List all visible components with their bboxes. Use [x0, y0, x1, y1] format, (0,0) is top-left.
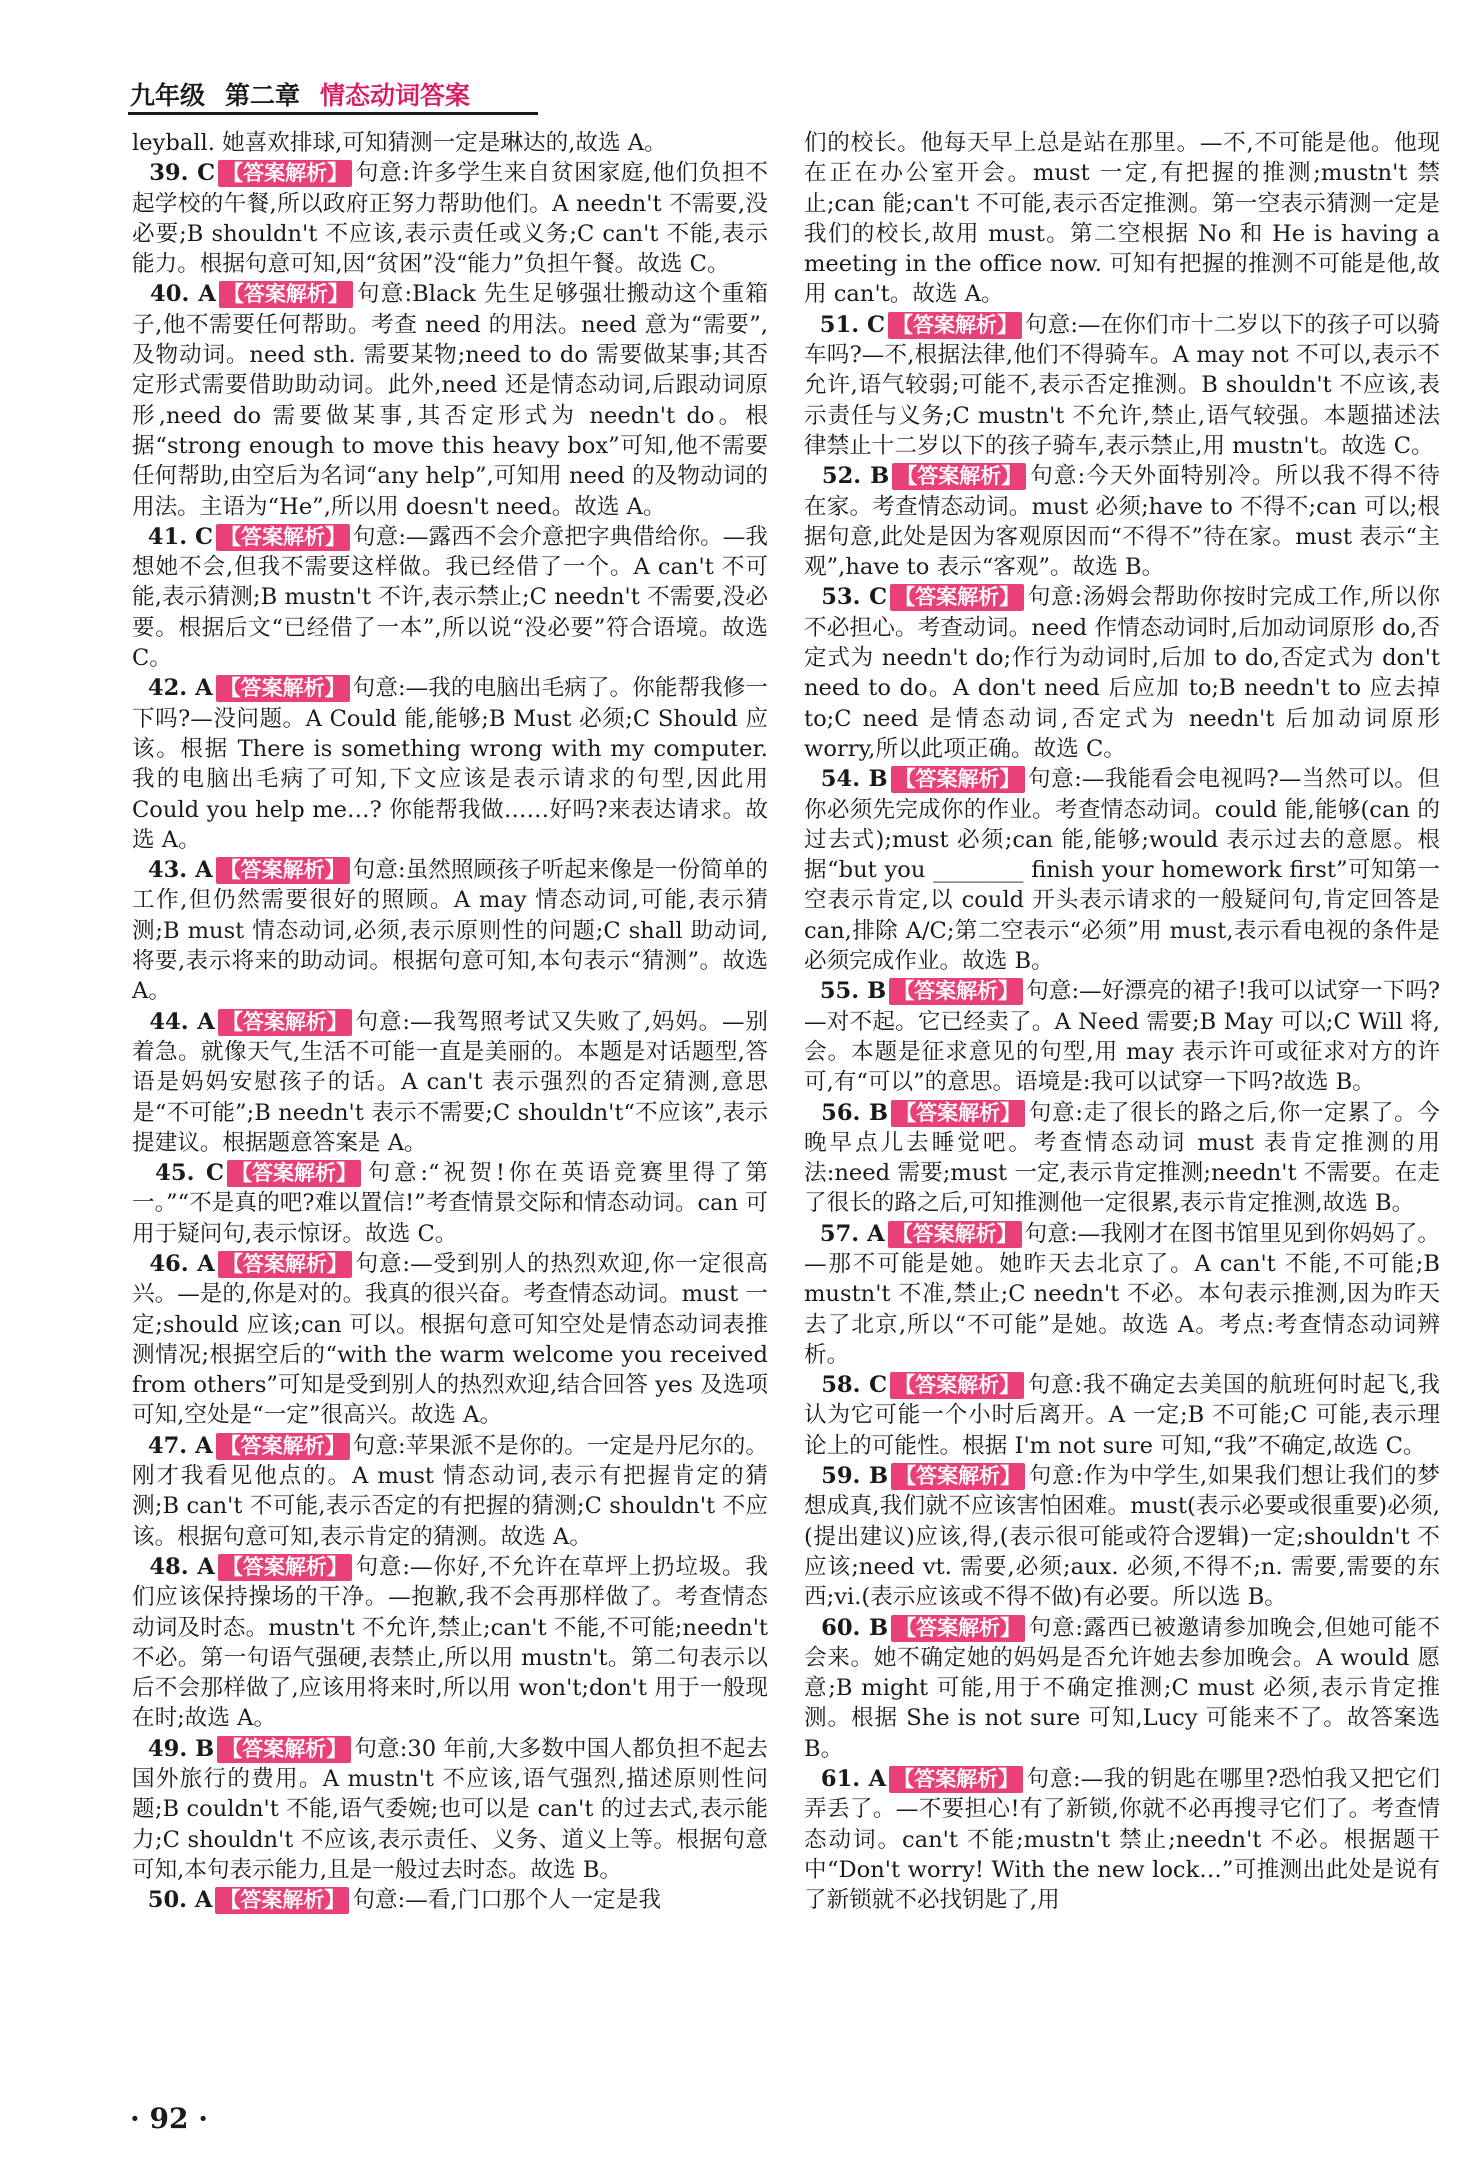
page-header: [130, 76, 730, 112]
answer-letter: B: [870, 463, 890, 490]
explanation-text: 句意:—在你们市十二岁以下的孩子可以骑车吗?—不,根据法律,他们不得骑车。A may not 不可以,表示不允许,语气较弱;可能不,表示否定推测。B shouldn't 不应该,表示责任与义务;C mustn't 不允许,禁止,语气较强。本题描述法律禁止十二岁以下的孩子骑车,表示禁止,用 mustn't。故选 C。: [804, 311, 1440, 459]
answer-entry: [132, 279, 768, 521]
answer-analysis-tag: 【答案解析】: [215, 1887, 349, 1914]
answer-letter: C: [867, 311, 886, 338]
question-number: 45.: [132, 1160, 207, 1187]
answer-entry: [132, 673, 768, 855]
answer-entry: [132, 1158, 768, 1249]
answer-analysis-tag: 【答案解析】: [892, 463, 1026, 490]
explanation-text: 句意:—受到别人的热烈欢迎,你一定很高兴。—是的,你是对的。我真的很兴奋。考查情态动词。must 一定;should 应该;can 可以。根据句意可知空处是情态动词表推测情况;根据空后的“with the warm welcome you received from others”可知是受到别人的热烈欢迎,结合回答 yes 及选项可知,空处是“一定”很高兴。故选 A。: [132, 1250, 769, 1429]
explanation-text: 句意:“祝贺!你在英语竞赛里得了第一。”“不是真的吧?难以置信!”考查情景交际和情态动词。can 可用于疑问句,表示惊讶。故选 C。: [132, 1160, 768, 1247]
answer-entry: [132, 522, 768, 673]
answer-letter: C: [869, 1372, 888, 1399]
question-number: 44.: [132, 1008, 198, 1035]
explanation-text: 句意:—我能看会电视吗?—当然可以。但你必须先完成你的作业。考查情态动词。could 能,能够(can 的过去式);must 必须;can 能,能够;would 表示过去的意愿。根据“but you ________ finish your homework first”可知第一空表示肯定,以 could 开头表示请求的一般疑问句,肯定回答是 can,排除 A/C;第二空表示“必须”用 must,表示看电视的条件是必须完成作业。故选 B。: [804, 766, 1440, 975]
question-number: 50.: [132, 1887, 195, 1914]
answer-entry: [132, 1249, 768, 1431]
answer-letter: C: [197, 160, 216, 187]
answer-letter: A: [197, 1008, 215, 1035]
header-divider: [128, 112, 538, 115]
answer-letter: A: [198, 281, 216, 308]
answer-entry: [804, 1219, 1440, 1370]
explanation-text: 句意:我不确定去美国的航班何时起飞,我认为它可能一个小时后离开。A 一定;B 不可能;C 可能,表示理论上的可能性。根据 I'm not sure 可知,“我”不确定,故选 C。: [804, 1372, 1441, 1459]
answer-entry: [804, 128, 1440, 310]
explanation-text: 句意:—好漂亮的裙子!我可以试穿一下吗?—对不起。它已经卖了。A Need 需要;B May 可以;C Will 将,会。本题是征求意见的句型,用 may 表示许可或征求对方的许可,有“可以”的意思。语境是:我可以试穿一下吗?故选 B。: [804, 978, 1441, 1096]
question-number: 41.: [132, 523, 196, 550]
answer-analysis-tag: 【答案解析】: [888, 312, 1022, 339]
answer-analysis-tag: 【答案解析】: [889, 978, 1023, 1005]
question-number: 61.: [804, 1766, 869, 1793]
answer-analysis-tag: 【答案解析】: [890, 1372, 1024, 1399]
answer-entry: [804, 1370, 1440, 1461]
explanation-text: 句意:—你好,不允许在草坪上扔垃圾。我们应该保持操场的干净。—抱歉,我不会再那样做了。考查情态动词及时态。mustn't 不允许,禁止;can't 不能,不可能;needn't 不必。第一句语气强硬,表禁止,所以用 mustn't。第二句表示以后不会那样做了,应该用将来时,所以用 won't;don't 用于一般现在时;故选 A。: [132, 1553, 769, 1732]
explanation-text: 句意:Black 先生足够强壮搬动这个重箱子,他不需要任何帮助。考查 need 的用法。need 意为“需要”,及物动词。need sth. 需要某物;need to do 需要做某事;其否定形式需要借助助动词。此外,need 还是情态动词,后跟动词原形,need do 需要做某事,其否定形式为 needn't do。根据“strong enough to move this heavy box”可知,他不需要任何帮助,由空后为名词“any help”,可知用 need 的及物动词的用法。主语为“He”,所以用 doesn't need。故选 A。: [132, 281, 768, 520]
question-number: 49.: [132, 1735, 196, 1762]
answer-letter: B: [868, 766, 888, 793]
explanation-text: 句意:—我刚才在图书馆里见到你妈妈了。—那不可能是她。她昨天去北京了。A can't 不能,不可能;B mustn't 不准,禁止;C needn't 不必。本句表示推测,因为昨天去了北京,所以“不可能”是她。故选 A。考点:考查情态动词辨析。: [804, 1220, 1440, 1368]
question-number: 58.: [804, 1372, 870, 1399]
right-column: [804, 128, 1440, 1916]
explanation-text: 句意:—我驾照考试又失败了,妈妈。—别着急。就像天气,生活不可能一直是美丽的。本题是对话题型,答语是妈妈安慰孩子的话。A can't 表示强烈的否定猜测,意思是“不可能”;B needn't 表示不需要;C shouldn't“不应该”,表示提建议。根据题意答案是 A。: [132, 1008, 769, 1156]
answer-analysis-tag: 【答案解析】: [891, 766, 1025, 793]
explanation-text: 句意:汤姆会帮助你按时完成工作,所以你不必担心。考查动词。need 作情态动词时,后加动词原形 do,否定式为 needn't do;作行为动词时,后加 to do,否定式为 don't need to do。A don't need 后应加 to;B needn't to 应去掉 to;C need 是情态动词,否定式为 needn't 后加动词原形 worry,所以此项正确。故选 C。: [804, 584, 1441, 762]
answer-analysis-tag: 【答案解析】: [218, 1009, 352, 1036]
answer-entry: [804, 1461, 1440, 1612]
left-column: [132, 128, 768, 1916]
answer-letter: B: [195, 1735, 215, 1762]
answer-analysis-tag: 【答案解析】: [219, 281, 353, 308]
question-number: 54.: [804, 766, 869, 793]
question-number: 46.: [132, 1250, 198, 1277]
answer-analysis-tag: 【答案解析】: [890, 584, 1024, 611]
answer-analysis-tag: 【答案解析】: [216, 857, 350, 884]
question-number: 53.: [804, 584, 870, 611]
chapter-label: 第二章: [225, 81, 301, 110]
explanation-text: 句意:今天外面特别冷。所以我不得不待在家。考查情态动词。must 必须;have to 不得不;can 可以;根据句意,此处是因为客观原因而“不得不”待在家。must 表示“主观”,have to 表示“客观”。故选 B。: [804, 463, 1440, 581]
explanation-text: 句意:—我的电脑出毛病了。你能帮我修一下吗?—没问题。A Could 能,能够;B Must 必须;C Should 应该。根据 There is something wrong with my computer. 我的电脑出毛病了可知,下文应该是表示请求的句型,因此用 Could you help me…? 你能帮我做……好吗?来表达请求。故选 A。: [132, 675, 768, 853]
answer-entry: [804, 461, 1440, 582]
answer-entry: [132, 1885, 768, 1915]
answer-entry: [804, 976, 1440, 1097]
answer-letter: B: [868, 1099, 889, 1126]
answer-entry: [132, 855, 768, 1006]
answer-letter: A: [197, 1553, 215, 1580]
explanation-text: 句意:苹果派不是你的。一定是丹尼尔的。刚才我看见他点的。A must 情态动词,表示有把握肯定的猜测;B can't 不可能,表示否定的有把握的猜测;C shouldn't 不应该。根据句意可知,表示肯定的猜测。故选 A。: [132, 1432, 768, 1550]
answer-analysis-tag: 【答案解析】: [891, 1100, 1025, 1127]
explanation-text: 句意:—我的钥匙在哪里?恐怕我又把它们弄丢了。—不要担心!有了新锁,你就不必再搜寻它们了。考查情态动词。can't 不能;mustn't 禁止;needn't 不必。根据题干中“Don't worry! With the new lock…”可推测出此处是说有了新锁就不必找钥匙了,用: [804, 1766, 1441, 1914]
answer-letter: A: [868, 1766, 887, 1793]
explanation-text: 句意:许多学生来自贫困家庭,他们负担不起学校的午餐,所以政府正努力帮助他们。A needn't 不需要,没必要;B shouldn't 不应该,表示责任或义务;C can't 不能,表示能力。根据句意可知,因“贫困”没“能力”负担午餐。故选 C。: [132, 160, 769, 278]
answer-letter: A: [195, 857, 213, 884]
page-number: · 92 ·: [130, 2102, 208, 2135]
answer-letter: B: [868, 1614, 889, 1641]
explanation-text: 句意:虽然照顾孩子听起来像是一份简单的工作,但仍然需要很好的照顾。A may 情态动词,可能,表示猜测;B must 情态动词,必须,表示原则性的问题;C shall 助动词,将要,表示将来的助动词。根据句意可知,本句表示“猜测”。故选 A。: [132, 857, 768, 1005]
answer-analysis-tag: 【答案解析】: [218, 1251, 352, 1278]
grade-label: 九年级: [130, 81, 206, 110]
question-number: 42.: [132, 675, 196, 702]
answer-entry: [804, 310, 1440, 461]
question-number: 47.: [132, 1432, 196, 1459]
answer-letter: A: [197, 1250, 215, 1277]
question-number: 55.: [804, 978, 868, 1005]
answer-analysis-tag: 【答案解析】: [216, 1433, 350, 1460]
answer-analysis-tag: 【答案解析】: [216, 524, 350, 551]
answer-letter: B: [867, 978, 887, 1005]
answer-analysis-tag: 【答案解析】: [217, 1736, 351, 1763]
question-number: 60.: [804, 1614, 869, 1641]
question-number: 59.: [804, 1463, 869, 1490]
answer-entry: [132, 1734, 768, 1885]
explanation-text: 们的校长。他每天早上总是站在那里。—不,不可能是他。他现在正在办公室开会。must 一定,有把握的推测;mustn't 禁止;can 能;can't 不可能,表示否定推测。第一空表示猜测一定是我们的校长,故用 must。第二空根据 No 和 He is having a meeting in the office now. 可知有把握的推测不可能是他,故用 can't。故选 A。: [804, 130, 1440, 308]
answer-entry: [804, 582, 1440, 764]
answer-analysis-tag: 【答案解析】: [888, 1221, 1022, 1248]
answer-letter: A: [867, 1220, 885, 1247]
answer-entry: [804, 1764, 1440, 1915]
answer-letter: C: [206, 1160, 225, 1187]
question-number: 57.: [804, 1220, 868, 1247]
answer-entry: [804, 1613, 1440, 1764]
question-number: 52.: [804, 463, 871, 490]
explanation-text: 句意:露西已被邀请参加晚会,但她可能不会来。她不确定她的妈妈是否允许她去参加晚会。A would 愿意;B might 可能,用于不确定推测;C must 必须,表示肯定推测。根据 She is not sure 可知,Lucy 可能来不了。故答案选 B。: [804, 1614, 1441, 1762]
answer-entry: [132, 1007, 768, 1158]
answer-letter: A: [195, 675, 213, 702]
explanation-text: 句意:30 年前,大多数中国人都负担不起去国外旅行的费用。A mustn't 不应该,语气强烈,描述原则性问题;B couldn't 不能,语气委婉;也可以是 can't 的过去式,表示能力;C shouldn't 不应该,表示责任、义务、道义上等。根据句意可知,本句表示能力,且是一般过去时态。故选 B。: [132, 1735, 768, 1883]
explanation-text: 句意:走了很长的路之后,你一定累了。今晚早点儿去睡觉吧。考查情态动词 must 表肯定推测的用法:need 需要;must 一定,表示肯定推测;needn't 不需要。在走了很长的路之后,可知推测他一定很累,表示肯定推测,故选 B。: [804, 1099, 1441, 1217]
section-title: 情态动词答案: [320, 81, 471, 110]
answer-analysis-tag: 【答案解析】: [218, 1554, 352, 1581]
answer-analysis-tag: 【答案解析】: [891, 1615, 1025, 1642]
explanation-text: 句意:—看,门口那个人一定是我: [352, 1887, 661, 1914]
question-number: 40.: [132, 281, 199, 308]
answer-letter: B: [868, 1463, 889, 1490]
answer-analysis-tag: 【答案解析】: [227, 1160, 361, 1187]
answer-letter: A: [194, 1887, 213, 1914]
question-number: 56.: [804, 1099, 869, 1126]
answer-analysis-tag: 【答案解析】: [891, 1463, 1025, 1490]
answer-letter: C: [195, 523, 214, 550]
explanation-text: leyball. 她喜欢排球,可知猜测一定是琳达的,故选 A。: [132, 130, 667, 156]
question-number: 51.: [804, 311, 868, 338]
question-number: 39.: [132, 160, 198, 187]
answer-letter: A: [195, 1432, 213, 1459]
question-number: 43.: [132, 857, 196, 884]
answer-letter: C: [869, 584, 888, 611]
answer-entry: [804, 764, 1440, 976]
answer-entry: [132, 128, 768, 158]
answer-entry: [804, 1098, 1440, 1219]
answer-entry: [132, 1552, 768, 1734]
explanation-text: 句意:—露西不会介意把字典借给你。—我想她不会,但我不需要这样做。我已经借了一个。A can't 不可能,表示猜测;B mustn't 不许,表示禁止;C needn't 不需要,没必要。根据后文“已经借了一本”,所以说“没必要”符合语境。故选 C。: [132, 523, 768, 672]
answer-entry: [132, 1431, 768, 1552]
question-number: 48.: [132, 1553, 198, 1580]
explanation-text: 句意:作为中学生,如果我们想让我们的梦想成真,我们就不应该害怕困难。must(表示必要或很重要)必须,(提出建议)应该,得,(表示很可能或符合逻辑)一定;shouldn't 不应该;need vt. 需要,必须;aux. 必须,不得不;n. 需要,需要的东西;vi.(表示应该或不得不做)有必要。所以选 B。: [804, 1463, 1441, 1611]
answer-analysis-tag: 【答案解析】: [889, 1766, 1023, 1793]
answer-analysis-tag: 【答案解析】: [218, 160, 352, 187]
answer-analysis-tag: 【答案解析】: [216, 675, 350, 702]
answer-entry: [132, 158, 768, 279]
